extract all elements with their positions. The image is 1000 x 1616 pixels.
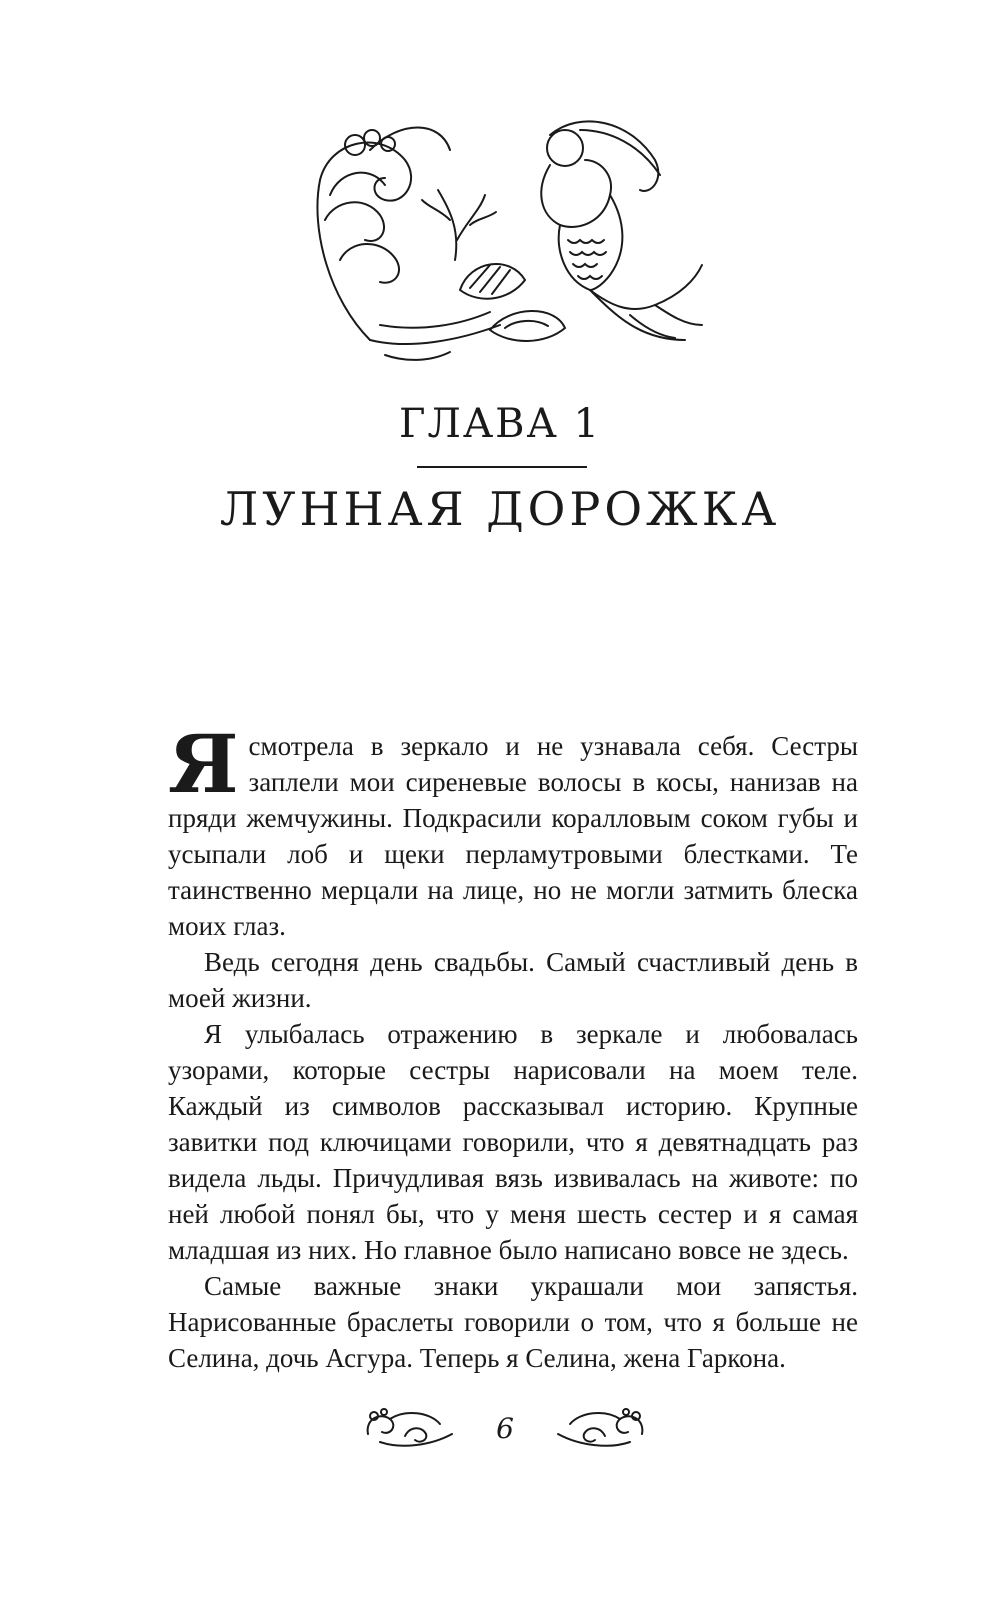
- wave-scroll-ornament-icon: [550, 1404, 650, 1454]
- page-footer: [360, 1400, 650, 1460]
- chapter-title: ЛУННАЯ ДОРОЖКА: [219, 482, 781, 536]
- chapter-divider: [417, 466, 587, 468]
- paragraph-3: Я улыбалась отражению в зеркале и любовалась узорами, которые сестры нарисовали на моем теле. Каждый из символов рассказывал историю. Крупные завитки под ключицами говорили, что я девятнадцать раз видела льды. Причудливая вязь извивалась на животе: по ней любой понял бы, что у меня шесть сестер и я самая младшая из них. Но главное было написано вовсе не здесь.: [168, 1019, 858, 1265]
- paragraph-2: Ведь сегодня день свадьбы. Самый счастливый день в моей жизни.: [168, 947, 858, 1013]
- paragraph-4: Самые важные знаки украшали мои запястья. Нарисованные браслеты говорили о том, что я больше не Селина, дочь Асгура. Теперь я Селина, жена Гаркона.: [168, 1271, 858, 1373]
- paragraph-1-text: смотрела в зеркало и не узнавала себя. Сестры заплели мои сиреневые волосы в косы, нанизав на пряди жемчужины. Подкрасили коралловым соком губы и усыпали лоб и щеки перламутровыми блестками. Те таинственно мерцали на лице, но не могли затмить блеска моих глаз.: [168, 731, 858, 941]
- paragraph-1: [168, 717, 858, 944]
- chapter-label: ГЛАВА 1: [398, 401, 601, 447]
- mermaid-wave-illustration: [310, 100, 710, 380]
- page-number: 6: [496, 1412, 514, 1445]
- drop-cap: Я: [168, 717, 239, 811]
- chapter-text: [168, 717, 858, 1376]
